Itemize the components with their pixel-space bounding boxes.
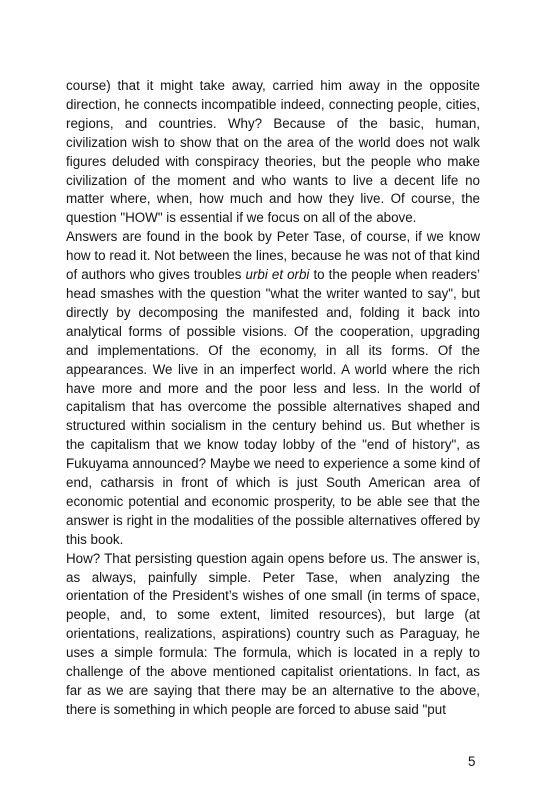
paragraph-2-text-a: Answers are found in the book by Peter Tase, of course, if we know how to read it. Not between the lines, because he was not of that kind of authors who gives troubles: [66, 229, 480, 283]
page-number: 5: [468, 754, 476, 769]
latin-phrase: urbi et orbi: [245, 267, 310, 283]
paragraph-3: [66, 550, 480, 720]
paragraph-2: [66, 228, 480, 549]
paragraph-3-text: How? That persisting question again opens before us. The answer is, as always, painfully simple. Peter Tase, when analyzing the orientation of the President’s wishes of one small (in terms of space, people, and, to some extent, limited resources), but large (at orientations, realizations, aspirations) country such as Paraguay, he uses a simple formula: The formula, which is located in a reply to challenge of the above mentioned capitalist orientations. In fact, as far as we are saying that there may be an alternative to the above, there is something in which people are forced to abuse said "put: [66, 550, 480, 717]
paragraph-1-text: course) that it might take away, carried him away in the opposite direction, he connects incompatible indeed, connecting people, cities, regions, and countries. Why? Because of the basic, human, civilization wish to show that on the area of the world does not walk figures deluded with conspiracy theories, but the people who make civilization of the moment and who wants to live a decent life no matter where, when, how much and how they live. Of course, the question "HOW" is essential if we focus on all of the above.: [66, 78, 480, 226]
paragraph-1: [66, 77, 480, 228]
paragraph-2-text-b: to the people when readers’ head smashes with the question "what the writer wanted to say", but directly by decomposing the manifested and, folding it back into analytical forms of possible visions. Of the cooperation, upgrading and implementations. Of the economy, in all its forms. Of the appearances. We live in an imperfect world. A world where the rich have more and more and the poor less and less. In the world of capitalism that has overcome the possible alternatives shaped and structured within socialism in the century behind us. But whether is the capitalism that we know today lobby of the "end of history", as Fukuyama announced? Maybe we need to experience a some kind of end, catharsis in front of which is just South American area of economic potential and economic prosperity, to be able see that the answer is right in the modalities of the possible alternatives offered by this book.: [66, 267, 480, 547]
body-text: [66, 77, 480, 720]
